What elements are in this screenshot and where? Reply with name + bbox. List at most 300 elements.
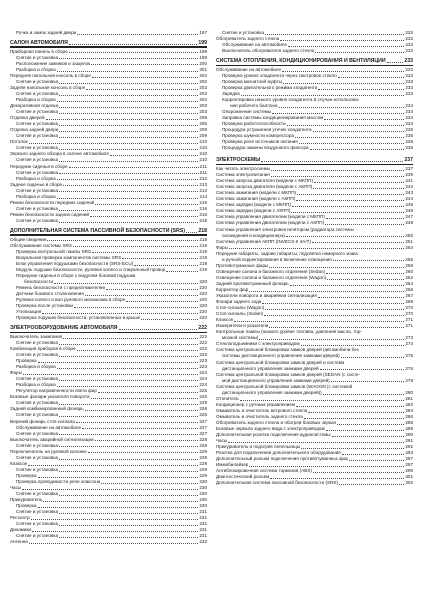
entry-title: Выключатель обогревателя заднего стекла [222, 48, 315, 54]
entry-title: Диагностический разъем [216, 474, 270, 480]
page-number: 282 [405, 401, 413, 407]
entry-title: Верхний фонарь стоп-сигнала [10, 418, 75, 424]
entry-title: Корректор фар [216, 286, 249, 292]
leader-dots [326, 218, 404, 219]
leader-dots [122, 258, 198, 259]
section-rule [10, 332, 207, 333]
page-number: 216 [199, 217, 207, 223]
page-number: 212 [199, 175, 207, 181]
leader-dots [59, 113, 198, 114]
entry-title: Омыватель и очиститель заднего стекла [216, 413, 303, 419]
entry-title: Отопитель [216, 395, 239, 401]
entry-title: Клаксон [216, 317, 234, 323]
leader-dots [101, 483, 198, 484]
entry-title: Разборка и сборка [16, 193, 56, 199]
leader-dots [88, 452, 199, 453]
entry-title: Система электропитания [216, 172, 270, 178]
entry-title: Проверка подушек безопасности, установленных в крыше [16, 315, 141, 321]
leader-dots [292, 206, 404, 207]
leader-dots [341, 357, 405, 358]
page-number: 243 [405, 190, 413, 196]
leader-dots [23, 374, 198, 375]
entry-title: Расположение зажимов и защелок [16, 60, 91, 66]
leader-dots [282, 71, 404, 72]
entry-title: Зарядка [222, 90, 240, 96]
page-number: 224 [199, 382, 207, 388]
page-number: 214 [199, 193, 207, 199]
section-heading[interactable] [10, 39, 207, 46]
page-number: 224 [199, 376, 207, 382]
page-number: 210 [199, 157, 207, 163]
leader-dots [95, 440, 199, 441]
page-number: 247 [405, 214, 413, 220]
leader-dots [59, 222, 198, 223]
entry-title: Проверка [16, 503, 37, 509]
page-number: 220 [199, 297, 207, 303]
entry-title: Антенна [10, 539, 28, 545]
page-number: 232 [405, 48, 413, 54]
entry-title: Снятие и установка [16, 466, 59, 472]
entry-title: Снятие и установка [16, 351, 59, 357]
entry-title: Снятие и установка [16, 54, 59, 60]
leader-dots [69, 52, 199, 53]
page-number: 234 [405, 121, 413, 127]
entry-title: Снятие и установка [16, 145, 59, 151]
section-title: САЛОН АВТОМОБИЛЯ [10, 40, 68, 47]
leader-dots [38, 477, 199, 478]
page-number: 233 [405, 78, 413, 84]
entry-title: Снятие и установка [16, 205, 59, 211]
page-number: 210 [199, 145, 207, 151]
leader-dots [126, 301, 198, 302]
entry-title: Утилизация [16, 309, 42, 315]
page-number: 250 [405, 232, 413, 238]
leader-dots [59, 58, 198, 59]
entry-title: Снятие и установка [16, 187, 59, 193]
page-number: 216 [199, 211, 207, 217]
page-number: 226 [199, 412, 207, 418]
entry-title: Снятие и установка [16, 430, 59, 436]
entry-title: Система центральной блокировки замков дверей (SEDAN (с систе- [216, 371, 361, 377]
entry-title: Приборная панель в сборе [10, 48, 68, 54]
entry-title: Корректировка низкого уровня хладагента в случае использова- [222, 97, 360, 103]
leader-dots [38, 507, 199, 508]
page-number: 210 [199, 151, 207, 157]
entry-title: Визуальная проверка компонентов системы SRS [16, 254, 122, 260]
leader-dots [106, 289, 198, 290]
page-number: 227 [199, 430, 207, 436]
page-number: 227 [199, 424, 207, 430]
page-number: 213 [199, 187, 207, 193]
page-number: 262 [405, 274, 413, 280]
entry-title: Процедура устранения утечек хладагента [222, 127, 312, 133]
section-heading[interactable] [216, 156, 413, 163]
entry-title: Система зажигания (модели с МКПП) [216, 190, 297, 196]
entry-title: Заднее сиденье в сборе [10, 181, 63, 187]
entry-title: Проверка [16, 358, 37, 364]
toc-entry[interactable] [10, 315, 207, 321]
entry-title: Снятие и установка [16, 400, 59, 406]
page-number: 230 [199, 485, 207, 491]
leader-dots [323, 394, 405, 395]
leader-dots [57, 386, 199, 387]
entry-title: Рулевое колесо и вал рулевого механизма в сборе [16, 297, 126, 303]
page-number: 206 [199, 115, 207, 121]
leader-dots [28, 465, 198, 466]
leader-dots [270, 478, 404, 479]
entry-title: Система запуска двигателя (модели с МКПП) [216, 178, 313, 184]
page-number: 236 [405, 139, 413, 145]
leader-dots [387, 62, 404, 63]
page-number: 233 [405, 90, 413, 96]
entry-title: Снятие и установка [16, 90, 59, 96]
leader-dots [59, 416, 198, 417]
leader-dots [59, 471, 198, 472]
leader-dots [57, 179, 199, 180]
leader-dots [296, 406, 404, 407]
page-number: 273 [405, 335, 413, 341]
leader-dots [59, 459, 198, 460]
entry-title: Контрольные лампы (низкого уровня топлива, давления масла, тор- [216, 329, 362, 335]
leader-dots [229, 248, 404, 249]
entry-title: Обогреватель заднего стекла и обогрев боковых зеркал [216, 420, 337, 425]
page-number: 222 [199, 351, 207, 357]
leader-dots [333, 260, 405, 261]
page-number: 231 [199, 527, 207, 533]
page-number: 270 [405, 311, 413, 317]
page-number: 297 [405, 462, 413, 468]
page-number: 231 [199, 509, 207, 515]
entry-title: Ремни безопасности задних сидений [10, 211, 90, 217]
entry-title: Обслуживание на автомобиле [222, 42, 288, 48]
page-number: 209 [199, 133, 207, 139]
page-number: 298 [405, 468, 413, 474]
page-number: 235 [405, 127, 413, 133]
page-number: 219 [199, 254, 207, 260]
entry-title: Система управления двигателем (модели с АКПП) [216, 220, 325, 226]
page-number: 224 [199, 370, 207, 376]
entry-title: Система центральной блокировки замков дверей и система [216, 359, 345, 365]
entry-title: Снятие и установка [16, 412, 59, 418]
leader-dots [98, 392, 198, 393]
page-number: 232 [199, 539, 207, 545]
page-number: 225 [199, 394, 207, 400]
entry-title: Проверка после установки [16, 303, 73, 309]
page-number: 230 [199, 478, 207, 484]
leader-dots [59, 191, 198, 192]
leader-dots [296, 200, 404, 201]
leader-dots [326, 430, 405, 431]
page-number: 213 [199, 181, 207, 187]
entry-title: Декоративная отделка [10, 103, 59, 109]
leader-dots [95, 204, 198, 205]
section-heading[interactable] [216, 57, 413, 64]
leader-dots [349, 460, 404, 461]
leader-dots [269, 267, 404, 268]
entry-title: Переключатель на рулевой колонке [10, 448, 87, 454]
entry-title: Система зажигания (модели с АКПП) [216, 196, 296, 202]
page-number: 211 [199, 169, 207, 175]
page-number: 219 [199, 248, 207, 254]
entry-title: Прикуриватель и подогрев пепельницы [216, 444, 301, 450]
leader-dots [141, 319, 198, 320]
entry-title: Система центральной блокировки замков (WAGON (с системой [216, 383, 353, 389]
page-number: 229 [199, 466, 207, 472]
section-rule [216, 65, 413, 66]
leader-dots [259, 339, 404, 340]
leader-dots [279, 107, 405, 108]
page-number: 202 [199, 84, 207, 90]
entry-title: Ремни безопасности передних сидений [10, 199, 95, 205]
entry-title: Снятие и установка [16, 454, 59, 460]
leader-dots [77, 350, 199, 351]
page-number: 220 [199, 278, 207, 284]
leader-dots [85, 295, 199, 296]
page-number: 231 [199, 515, 207, 521]
entry-title: Система управления двигателем (модели с МКПП) [216, 214, 325, 220]
leader-dots [326, 273, 404, 274]
page-number: 225 [199, 400, 207, 406]
entry-title: Снятие и установка [16, 442, 59, 448]
page-number: 244 [405, 196, 413, 202]
entry-title: Выключатель аварийной сигнализации [10, 436, 94, 442]
leader-dots [241, 95, 405, 96]
leader-dots [313, 472, 404, 473]
page-number: 218 [199, 242, 207, 248]
entry-title: дистанционного управления замками дверей [222, 365, 319, 371]
leader-dots [77, 34, 198, 35]
leader-dots [57, 71, 199, 72]
page-number: 248 [405, 220, 413, 226]
entry-title: Омыватель и очиститель ветрового стекла [216, 407, 308, 413]
leader-dots [234, 321, 404, 322]
entry-title: ния рабочего баллона [230, 103, 278, 109]
entry-title: Проверка шумности компрессора [222, 133, 294, 139]
page-number: 230 [199, 497, 207, 503]
leader-dots [59, 210, 198, 211]
page-number: 260 [405, 268, 413, 274]
section-heading[interactable] [10, 324, 207, 331]
entry-title: Обслуживание на автомобиле [216, 66, 282, 72]
leader-dots [265, 34, 404, 35]
page-number: 232 [405, 36, 413, 42]
leader-dots [240, 400, 405, 401]
page-number: 220 [199, 309, 207, 315]
entry-title: Проверка реле источников питания [222, 139, 298, 145]
leader-dots [324, 119, 404, 120]
page-number: 266 [405, 286, 413, 292]
page-number: 269 [405, 299, 413, 305]
entry-title: Кондиционер с ручным управлением [216, 401, 296, 407]
entry-title: Разборка и сборка [16, 382, 56, 388]
toc-entry[interactable] [10, 218, 207, 224]
page-number: 233 [405, 72, 413, 78]
leader-dots [325, 224, 404, 225]
leader-dots [59, 161, 198, 162]
entry-title: Дополнительная система пассивной безопасности (SRS) [216, 480, 338, 486]
entry-title: Снятие и установка [16, 109, 59, 115]
leader-dots [74, 307, 198, 308]
page-number: 292 [405, 444, 413, 450]
page-number: 251 [405, 238, 413, 244]
leader-dots [228, 442, 404, 443]
entry-title: Как читать электросхемы [216, 166, 271, 172]
entry-title: Передние сиденья в сборе [10, 163, 68, 169]
leader-dots [331, 381, 405, 382]
leader-dots [59, 107, 198, 108]
leader-dots [92, 77, 198, 78]
entry-title: Розетка для подключения дополнительного оборудования [216, 450, 341, 456]
entry-title: Часы [216, 438, 228, 444]
entry-title: Блок управления подушками безопасности (SRS-ECU) [16, 260, 134, 266]
entry-title: Боковые фонари указателя поворота [10, 394, 90, 400]
page-number: 291 [405, 438, 413, 444]
leader-dots [38, 362, 199, 363]
page-number: 271 [405, 323, 413, 329]
entry-title: Снятие и установка [16, 78, 59, 84]
page-number: 289 [405, 426, 413, 432]
page-number: 232 [405, 42, 413, 48]
leader-dots [312, 242, 404, 243]
entry-title: Проверка контрольной лампы SRS [16, 248, 92, 254]
toc-entry[interactable] [216, 480, 413, 486]
leader-dots [59, 404, 198, 405]
entry-title: Ручка и замок задней двери [16, 30, 77, 35]
leader-dots [271, 170, 404, 171]
entry-title: Система зарядки (модели с АКПП) [216, 208, 291, 214]
page-number: 220 [199, 284, 207, 290]
page-number: 245 [405, 202, 413, 208]
entry-title: Снятие и установка [222, 30, 265, 35]
page-number: 226 [199, 406, 207, 412]
entry-title: Снятие и установка [16, 376, 59, 382]
page-number: 270 [405, 305, 413, 311]
page-number: 230 [199, 503, 207, 509]
leader-dots [269, 327, 404, 328]
page-number: 211 [199, 163, 207, 169]
page-number: 242 [405, 184, 413, 190]
entry-title: Фонари заднего хода [216, 299, 262, 305]
leader-dots [337, 424, 404, 425]
page-number: 233 [405, 66, 413, 72]
leader-dots [286, 236, 404, 237]
page-number: 233 [405, 84, 413, 90]
leader-dots [327, 279, 404, 280]
page-number: 203 [199, 109, 207, 115]
leader-dots [249, 466, 404, 467]
entry-title: Выключатель зажигания [10, 333, 63, 339]
leader-dots [110, 155, 198, 156]
entry-title: Указатели поворота и аварийная сигнализация [216, 293, 317, 299]
page-number: 264 [405, 280, 413, 286]
section-heading[interactable] [10, 227, 207, 234]
entry-title: Проверка двигательного режима хладагента [222, 84, 318, 90]
toc-entry[interactable] [10, 539, 207, 545]
leader-dots [134, 265, 198, 266]
entry-title: мозной системы) [222, 335, 259, 341]
page-number: 278 [405, 377, 413, 383]
page-number: 220 [199, 303, 207, 309]
entry-title: Задний противотуманный фонарь [216, 280, 289, 286]
page-number: 284 [405, 407, 413, 413]
entry-title: Разборка и сборка [16, 66, 56, 72]
leader-dots [314, 182, 404, 183]
page-number: 202 [199, 90, 207, 96]
leader-dots [59, 380, 198, 381]
entry-title: Система управления электровентилятором (радиатора системы [216, 226, 354, 232]
leader-dots [332, 436, 405, 437]
page-number: 199 [198, 40, 207, 47]
entry-title: Система центральной блокировки замков дверей (автомобили без [216, 347, 359, 353]
leader-dots [59, 173, 199, 174]
page-number: 210 [199, 139, 207, 145]
leader-dots [59, 131, 198, 132]
page-number: 229 [199, 448, 207, 454]
page-number: 254 [405, 244, 413, 250]
leader-dots [297, 194, 404, 195]
leader-dots [54, 283, 198, 284]
entry-title: Датчики бокового столкновения [16, 291, 84, 297]
entry-title: Система зарядки (модели с МКПП) [216, 202, 291, 208]
entry-title: Модуль подушки безопасности, рулевое колесо и спиральный провод [16, 266, 166, 272]
leader-dots [42, 313, 198, 314]
page-number: 209 [199, 127, 207, 133]
page-number: 202 [199, 97, 207, 103]
leader-dots [59, 95, 198, 96]
entry-title: Общие сведения [10, 236, 47, 242]
entry-title: Отделка дверей [10, 115, 45, 121]
entry-title: Система запуска двигателя (модели с АКПП) [216, 184, 313, 190]
entry-title: Зеркало заднего обзора в салоне автомобиля [10, 151, 109, 157]
entry-title: Стоп-сигналы (Wagon) [216, 305, 265, 311]
entry-title: Клаксон [10, 460, 28, 466]
leader-dots [90, 216, 198, 217]
leader-dots [291, 212, 404, 213]
leader-dots [73, 246, 198, 247]
toc-entry[interactable] [216, 48, 413, 54]
leader-dots [318, 89, 404, 90]
page-number: 222 [199, 345, 207, 351]
leader-dots [166, 271, 198, 272]
page-number: 202 [199, 78, 207, 84]
leader-dots [261, 161, 403, 162]
page-number: 276 [405, 365, 413, 371]
page-number: 281 [405, 395, 413, 401]
spacer [216, 151, 413, 153]
leader-dots [339, 484, 404, 485]
page-number: 222 [199, 339, 207, 345]
page-number: 227 [199, 418, 207, 424]
leader-dots [91, 398, 199, 399]
leader-dots [59, 434, 198, 435]
leader-dots [59, 356, 198, 357]
page-number: 235 [405, 133, 413, 139]
entry-title: безопасности [24, 278, 54, 284]
leader-dots [283, 83, 404, 84]
entry-title: Фары [10, 370, 22, 376]
section-rule [216, 164, 413, 165]
toc-entry[interactable] [10, 30, 207, 36]
page-number: 202 [199, 72, 207, 78]
entry-title: Задняя напольная консоль в сборе [10, 84, 86, 90]
leader-dots [92, 252, 198, 253]
leader-dots [85, 410, 199, 411]
entry-title: Проверка [16, 472, 37, 478]
page-number: 200 [199, 60, 207, 66]
page-number: 274 [405, 341, 413, 347]
leader-dots [301, 448, 404, 449]
entry-title: Обслуживание на автомобиле [16, 424, 82, 430]
